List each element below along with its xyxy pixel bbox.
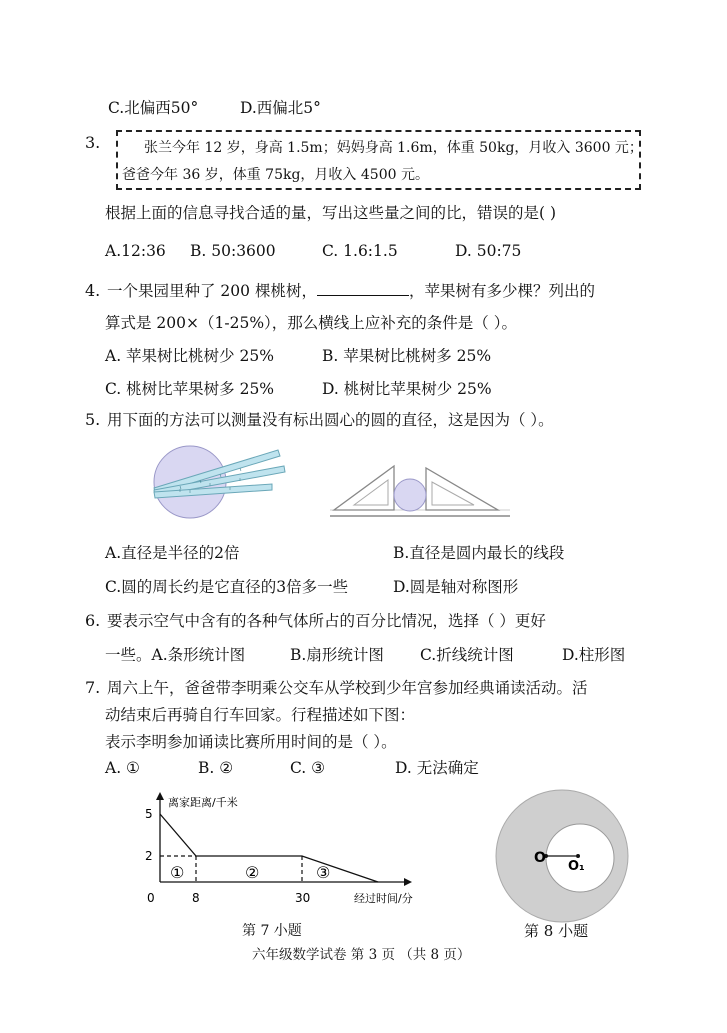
q4-number: 4. [85,281,101,300]
q4-option-a: A. 苹果树比桃树少 25% [105,347,274,365]
q7-number: 7. [85,678,101,697]
page-footer: 六年级数学试卷 第 3 页 （共 8 页） [252,947,471,963]
q5-number: 5. [85,410,101,429]
q5-option-a: A.直径是半径的2倍 [105,544,240,562]
q7-distance-time-graph [138,792,438,910]
q5-option-d: D.圆是轴对称图形 [393,578,519,596]
q5-figure-set-squares [328,458,513,520]
q7-line3: 表示李明参加诵读比赛所用时间的是（ ）。 [105,733,397,751]
q6-number: 6. [85,611,101,630]
q3-option-c: C. 1.6:1.5 [322,242,398,260]
graph-xtick-0: 0 [147,891,155,905]
graph-segment-1: ① [170,863,185,882]
q4-option-b: B. 苹果树比桃树多 25% [322,347,492,365]
graph-caption: 第 7 小题 [242,923,302,939]
q7-option-c: C. ③ [290,759,326,777]
q7-line2: 动结束后再骑自行车回家。行程描述如下图： [105,706,416,724]
q2-option-c: C.北偏西50° [108,99,199,117]
q6-line2-b: B.扇形统计图 [290,646,384,664]
q4-line1 [107,281,595,301]
graph-xtick-30: 30 [295,891,311,905]
q3-info-line1: 张兰今年 12 岁，身高 1.5m；妈妈身高 1.6m，体重 50kg，月收入 3600 元； [144,140,643,156]
q6-line2-d: D.柱形图 [562,646,626,664]
q4-line1-post: ，苹果树有多少棵？列出的 [408,282,595,300]
q3-info-line2: 爸爸今年 36 岁，体重 75kg，月收入 4500 元。 [122,167,429,183]
graph-x-label: 经过时间/分 [354,892,413,905]
q7-option-d: D. 无法确定 [395,759,479,777]
q5-figure-rulers [150,440,290,525]
graph-segment-3: ③ [316,863,331,882]
q3-option-b: B. 50:3600 [190,242,276,260]
graph-y-label: 离家距离/千米 [168,796,238,809]
q8-caption: 第 8 小题 [524,922,589,940]
q5-option-b: B.直径是圆内最长的线段 [393,544,565,562]
q6-line2-c: C.折线统计图 [420,646,514,664]
graph-xtick-8: 8 [192,891,200,905]
q8-label-o1: O₁ [568,859,585,874]
q2-option-d: D.西偏北5° [240,99,321,117]
q3-question: 根据上面的信息寻找合适的量，写出这些量之间的比，错误的是( ) [105,204,557,222]
q4-option-c: C. 桃树比苹果树多 25% [105,380,275,398]
graph-ytick-2: 2 [145,849,153,863]
q4-line2: 算式是 200×（1-25%），那么横线上应补充的条件是（ ）。 [105,314,517,332]
q3-option-d: D. 50:75 [455,242,522,260]
q7-option-b: B. ② [198,759,234,777]
q3-option-a: A.12:36 [105,242,166,260]
q7-line1: 周六上午，爸爸带李明乘公交车从学校到少年宫参加经典诵读活动。活 [107,679,588,697]
q5-option-c: C.圆的周长约是它直径的3倍多一些 [105,578,349,596]
q5-question: 用下面的方法可以测量没有标出圆心的圆的直径，这是因为（ ）。 [107,411,554,429]
q4-answer-blank [317,281,409,296]
graph-segment-2: ② [245,863,260,882]
q7-option-a: A. ① [105,759,140,777]
q4-line1-pre: 一个果园里种了 200 棵桃树， [107,282,317,300]
q6-line1: 要表示空气中含有的各种气体所占的百分比情况，选择（ ）更好 [107,612,546,630]
graph-ytick-5: 5 [145,807,153,821]
q6-line2-a: 一些。A.条形统计图 [105,646,246,664]
q3-number: 3. [85,133,101,152]
q8-circle-figure [494,788,630,924]
q4-option-d: D. 桃树比苹果树少 25% [322,380,492,398]
q8-label-o: O [534,850,546,866]
